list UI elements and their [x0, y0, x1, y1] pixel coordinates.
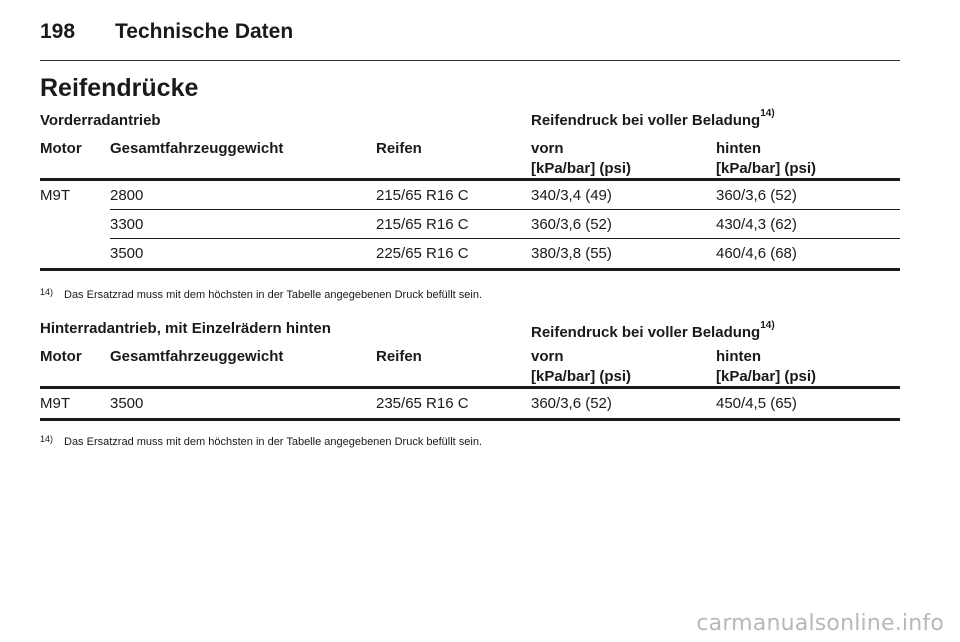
col-header-front: vorn	[531, 348, 564, 365]
table-caption-right: Reifendruck bei voller Beladung$^{14)}$	[531, 320, 775, 341]
col-header-rear: hinten	[716, 348, 761, 365]
cell-weight: 3500	[110, 245, 144, 262]
table-caption-row	[40, 106, 900, 134]
cell-rear-pressure: 360/3,6 (52)	[716, 187, 797, 204]
col-header-motor: Motor	[40, 348, 82, 365]
cell-front-pressure: 380/3,8 (55)	[531, 245, 612, 262]
cell-rear-pressure: 430/4,3 (62)	[716, 216, 797, 233]
col-unit-rear: [kPa/bar] (psi)	[716, 368, 817, 385]
cell-tire: 215/65 R16 C	[376, 216, 469, 233]
col-unit-rear: [kPa/bar] (psi)	[716, 160, 817, 177]
col-header-rear: hinten	[716, 140, 761, 157]
watermark: carmanualsonline.info	[696, 611, 944, 636]
section-title: Reifendrücke	[40, 74, 199, 102]
col-header-motor: Motor	[40, 140, 82, 157]
cell-rear-pressure: 460/4,6 (68)	[716, 245, 797, 262]
tire-pressure-table-rear-drive	[40, 314, 900, 421]
col-header-tire: Reifen	[376, 140, 422, 157]
tire-pressure-table-front-drive	[40, 106, 900, 271]
cell-tire: 235/65 R16 C	[376, 395, 469, 412]
table-caption-left: Hinterradantrieb, mit Einzelrädern hinten	[40, 320, 331, 337]
col-header-weight: Gesamtfahrzeuggewicht	[110, 348, 284, 365]
table-caption-row	[40, 314, 900, 342]
col-header-weight: Gesamtfahrzeuggewicht	[110, 140, 284, 157]
cell-motor: M9T	[40, 187, 70, 204]
cell-weight: 3300	[110, 216, 144, 233]
cell-front-pressure: 360/3,6 (52)	[531, 395, 612, 412]
table-row	[40, 239, 900, 271]
table-caption-right: Reifendruck bei voller Beladung$^{14)}$	[531, 108, 775, 129]
table-row	[40, 210, 900, 239]
footnote-ref: 14)	[760, 108, 775, 119]
col-unit-front: [kPa/bar] (psi)	[531, 160, 632, 177]
footnote-mark: 14)	[40, 287, 54, 297]
table-caption-left: Vorderradantrieb	[40, 112, 161, 129]
cell-rear-pressure: 450/4,5 (65)	[716, 395, 797, 412]
page-number: 198	[40, 20, 76, 43]
table-row	[40, 389, 900, 421]
footnote-ref: 14)	[760, 320, 775, 331]
cell-front-pressure: 360/3,6 (52)	[531, 216, 612, 233]
footnote-text: Das Ersatzrad muss mit dem höchsten in der Tabelle angegebenen Druck befüllt sein.	[64, 436, 483, 448]
chapter-title: Technische Daten	[115, 20, 294, 43]
cell-weight: 3500	[110, 395, 144, 412]
cell-motor: M9T	[40, 395, 70, 412]
cell-tire: 225/65 R16 C	[376, 245, 469, 262]
col-header-front: vorn	[531, 140, 564, 157]
cell-weight: 2800	[110, 187, 144, 204]
footnote-mark: 14)	[40, 434, 54, 444]
header-rule	[40, 60, 900, 61]
col-unit-front: [kPa/bar] (psi)	[531, 368, 632, 385]
cell-tire: 215/65 R16 C	[376, 187, 469, 204]
cell-front-pressure: 340/3,4 (49)	[531, 187, 612, 204]
col-header-tire: Reifen	[376, 348, 422, 365]
table-header-row	[40, 134, 900, 181]
page-header	[40, 18, 900, 62]
footnote-text: Das Ersatzrad muss mit dem höchsten in der Tabelle angegebenen Druck befüllt sein.	[64, 289, 483, 301]
table-header-row	[40, 342, 900, 389]
table-row	[40, 181, 900, 210]
